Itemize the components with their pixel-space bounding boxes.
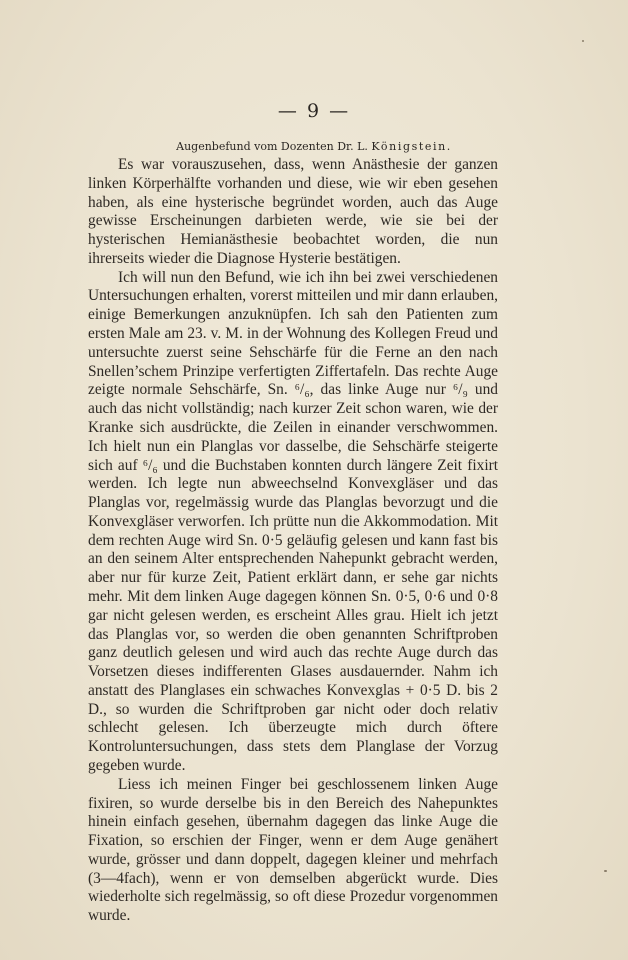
- paper-speck: [582, 40, 584, 42]
- paragraph-1: Es war vorauszusehen, dass, wenn Anästhesie der ganzen linken Körperhälfte vorhanden und diese, wie wir eben gesehen haben, als eine hysterische begründet worden, auch das Auge gewisse Erscheinungen darbieten werde, wie sie bei der hysterischen Hemianästhesie beobachtet worden, die nun ihrerseits wieder die Diagnose Hysterie bestätigen.: [88, 156, 498, 267]
- paragraph-3: Liess ich meinen Finger bei geschlossenem linken Auge fixiren, so wurde derselbe bis in den Bereich des Nahepunktes hinein einfach gesehen, übernahm dagegen das linke Auge die Fixation, so erschien der Finger, wenn er dem Auge genähert wurde, grösser und dann doppelt, dagegen kleiner und mehrfach (3—4fach), wenn er von demselben abgerückt wurde. Dies wiederholte sich regelmässig, so oft diese Prozedur vorgenommen wurde.: [88, 775, 498, 925]
- body-text: [88, 156, 498, 926]
- page-number: — 9 —: [277, 100, 351, 122]
- paper-speck: [604, 870, 607, 872]
- heading-prefix: Augenbefund vom Dozenten Dr. L.: [176, 140, 372, 153]
- paragraph-2: Ich will nun den Befund, wie ich ihn bei zwei verschiedenen Untersuchungen erhalten, vorerst mitteilen und mir dann erlauben, einige Bemerkungen anzuknüpfen. Ich sah den Patienten zum ersten Male am 23. v. M. in der Wohnung des Kollegen Freud und untersuchte zuerst seine Sehschärfe für die Ferne an den nach Snellen’schem Prinzipe verfertigten Ziffertafeln. Das rechte Auge zeigte normale Sehschärfe, Sn. ⁶/₆, das linke Auge nur ⁶/₉ und auch das nicht vollständig; nach kurzer Zeit schon waren, wie der Kranke sich ausdrückte, die Zeilen in einander verschwommen. Ich hielt nun ein Planglas vor dasselbe, die Sehschärfe steigerte sich auf ⁶/₆ und die Buchstaben konnten durch längere Zeit fixirt werden. Ich legte nun abweechselnd Konvexgläser und das Planglas vor, regelmässig wurde das Planglas bevorzugt und die Konvexgläser verworfen. Ich prütte nun die Akkommodation. Mit dem rechten Auge wird Sn. 0·5 geläufig gelesen und kann fast bis an den seinem Alter entsprechenden Nahepunkt gebracht werden, aber nur für kurze Zeit, Patient erklärt dann, er sehe gar nichts mehr. Mit dem linken Auge dagegen können Sn. 0·5, 0·6 und 0·8 gar nicht gelesen werden, es erscheint Alles grau. Hielt ich jetzt das Planglas vor, so werden die oben genannten Schriftproben ganz deutlich gelesen und wird auch das rechte Auge durch das Vorsetzen dieses indifferenten Glases ausdauernder. Nahm ich anstatt des Planglases ein schwaches Konvexglas + 0·5 D. bis 2 D., so wurden die Schriftproben gar nicht oder doch relativ schlecht gelesen. Ich überzeugte mich durch öftere Kontroluntersuchungen, dass stets dem Planglase der Vorzug gegeben wurde.: [88, 268, 498, 774]
- section-heading: [88, 140, 540, 153]
- heading-name: Königstein.: [371, 140, 452, 153]
